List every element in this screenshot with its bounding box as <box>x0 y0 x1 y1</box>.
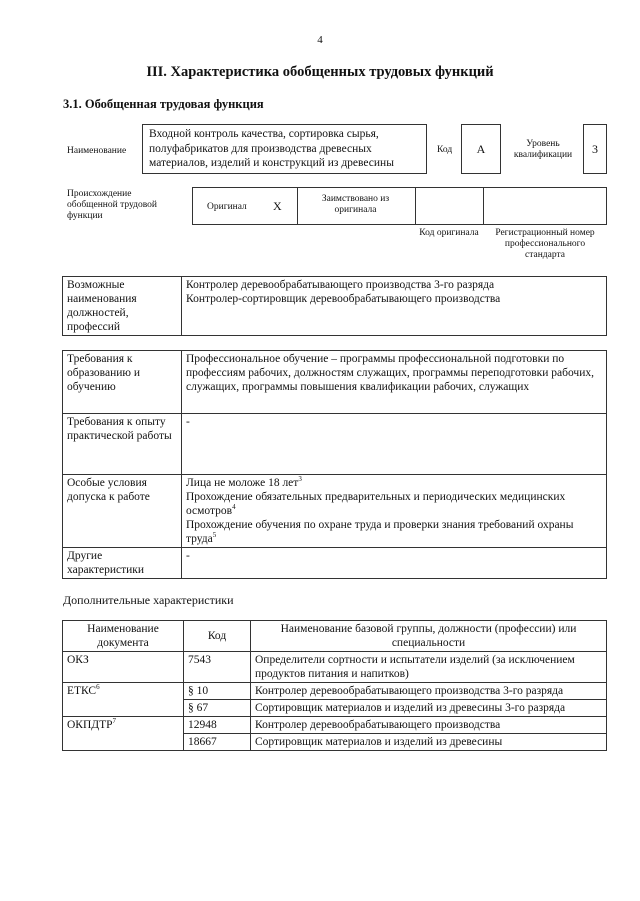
row-name: Контролер деревообрабатывающего производства 3-го разряда <box>251 683 607 700</box>
level-value: 3 <box>583 124 607 174</box>
condition-safety: Прохождение обучения по охране труда и проверки знания требований охраны труда <box>186 519 574 545</box>
experience-value: - <box>182 414 607 475</box>
level-label: Уровень квалификации <box>513 139 573 160</box>
row-code: 12948 <box>184 717 251 734</box>
divider <box>483 188 484 224</box>
experience-label: Требования к опыту практической работы <box>63 414 182 475</box>
code-caption: Код оригинала <box>419 228 479 238</box>
origin-table <box>192 187 607 225</box>
requirements-table <box>62 350 607 579</box>
row-name: Контролер деревообрабатывающего производства <box>251 717 607 734</box>
doc-okpdtr: ОКПДТР$^7$ <box>63 717 184 751</box>
divider <box>297 188 298 224</box>
row-name: Сортировщик материалов и изделий из древесины 3-го разряда <box>251 700 607 717</box>
row-code: 7543 <box>184 652 251 683</box>
footnote-ref: 5 <box>212 531 217 540</box>
reg-caption: Регистрационный номер профессионального стандарта <box>495 228 595 260</box>
borrowed-label: Заимствовано из оригинала <box>321 194 390 215</box>
positions-value <box>182 277 607 336</box>
original-mark: Х <box>273 199 282 213</box>
code-value: А <box>461 124 501 174</box>
code-label: Код <box>437 145 453 155</box>
doc-okz: ОКЗ <box>63 652 184 683</box>
row-name: Сортировщик материалов и изделий из древесины <box>251 734 607 751</box>
education-label: Требования к образованию и обучению <box>63 351 182 414</box>
position-line: Контролер деревообрабатывающего производства 3-го разряда <box>186 279 495 291</box>
original-label: Оригинал <box>207 202 247 212</box>
conditions-value <box>182 475 607 548</box>
col-header-code: Код <box>184 621 251 652</box>
condition-medical: Прохождение обязательных предварительных и периодических медицинских осмотров <box>186 491 566 517</box>
col-header-document: Наименование документа <box>63 621 184 652</box>
footnote-ref: 6 <box>96 683 100 692</box>
name-value: Входной контроль качества, сортировка сырья, полуфабрикатов для производства древесных материалов, изделий и конструкций из древесины <box>142 124 427 174</box>
additional-table <box>62 620 607 751</box>
footnote-ref: 7 <box>112 717 117 726</box>
footnote-ref: 3 <box>298 475 302 484</box>
col-header-name: Наименование базовой группы, должности (профессии) или специальности <box>251 621 607 652</box>
section-title: III. Характеристика обобщенных трудовых функций <box>146 64 494 80</box>
positions-label: Возможные наименования должностей, профессий <box>63 277 182 336</box>
page-number: 4 <box>317 34 323 46</box>
subsection-title: 3.1. Обобщенная трудовая функция <box>63 97 264 111</box>
other-value: - <box>182 548 607 579</box>
row-code: § 67 <box>184 700 251 717</box>
row-name: Определители сортности и испытатели изделий (за исключением продуктов питания и напитков) <box>251 652 607 683</box>
position-line: Контролер-сортировщик деревообрабатывающего производства <box>186 293 501 305</box>
positions-table <box>62 276 607 336</box>
name-label: Наименование <box>67 146 127 156</box>
origin-label: Происхождение обобщенной трудовой функции <box>67 189 157 221</box>
row-code: § 10 <box>184 683 251 700</box>
doc-etks: ЕТКС$^6$ <box>63 683 184 717</box>
condition-age: Лица не моложе 18 лет <box>186 477 299 489</box>
other-label: Другие характеристики <box>63 548 182 579</box>
divider <box>415 188 416 224</box>
additional-title: Дополнительные характеристики <box>63 593 234 607</box>
education-value: Профессиональное обучение – программы профессиональной подготовки по профессиям рабочих, должностям служащих, программы переподготовки рабочих, служащих, программы повышения квалификации рабочих, служащих <box>182 351 607 414</box>
footnote-ref: 4 <box>232 503 236 512</box>
row-code: 18667 <box>184 734 251 751</box>
conditions-label: Особые условия допуска к работе <box>63 475 182 548</box>
